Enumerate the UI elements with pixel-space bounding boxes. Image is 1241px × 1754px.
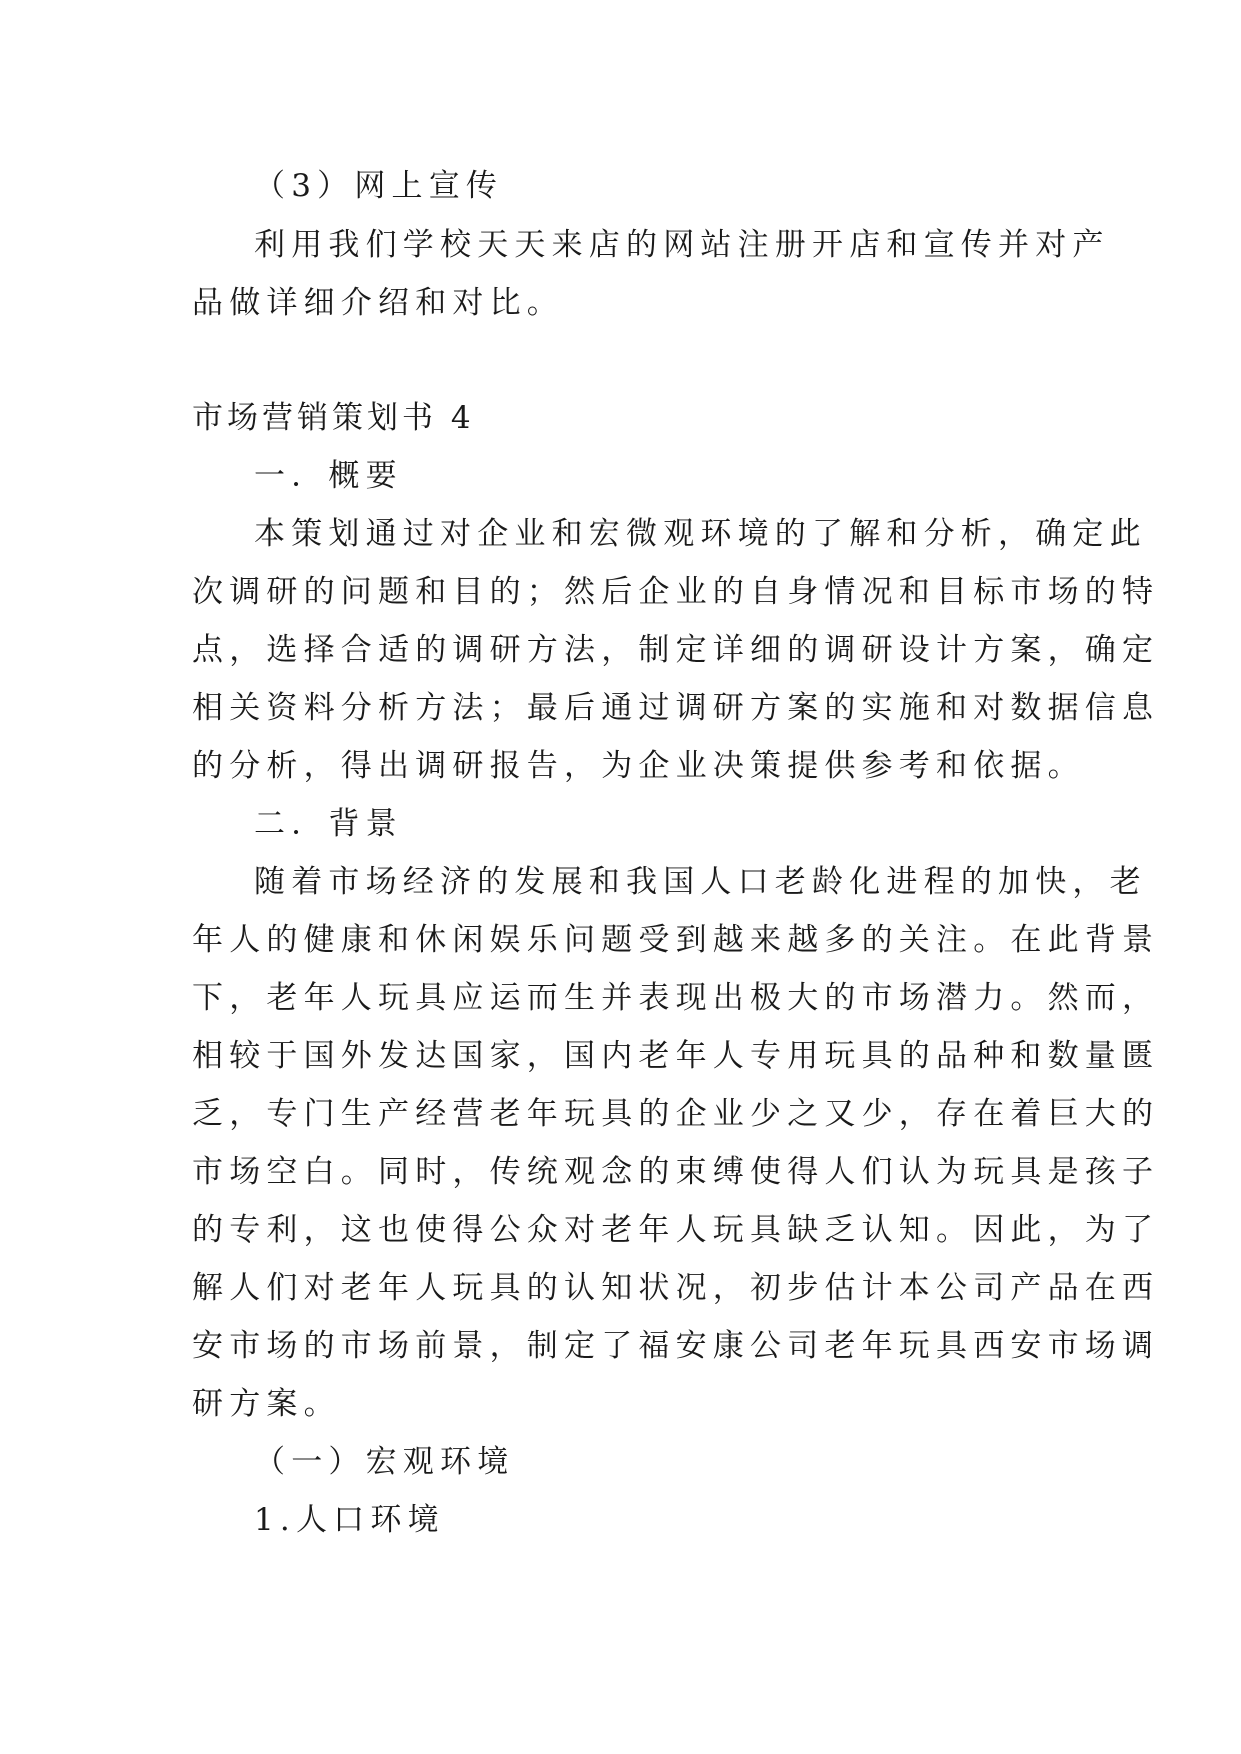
section3-paragraph-line: 利用我们学校天天来店的网站注册开店和宣传并对产 [254, 227, 1110, 263]
background-paragraph-line: 的专利，这也使得公众对老年人玩具缺乏认知。因此，为了 [192, 1212, 1160, 1248]
overview-paragraph-line: 相关资料分析方法；最后通过调研方案的实施和对数据信息 [192, 690, 1160, 726]
overview-paragraph-line: 点，选择合适的调研方法，制定详细的调研设计方案，确定 [192, 632, 1160, 668]
background-paragraph-line: 市场空白。同时，传统观念的束缚使得人们认为玩具是孩子 [192, 1154, 1160, 1190]
background-heading: 二．背景 [254, 806, 403, 842]
background-paragraph-line: 安市场的市场前景，制定了福安康公司老年玩具西安市场调 [192, 1328, 1160, 1364]
background-paragraph-line: 相较于国外发达国家，国内老年人专用玩具的品种和数量匮 [192, 1038, 1160, 1074]
overview-heading: 一．概要 [254, 458, 403, 494]
background-paragraph-line: 年人的健康和休闲娱乐问题受到越来越多的关注。在此背景 [192, 922, 1160, 958]
background-paragraph-line: 下，老年人玩具应运而生并表现出极大的市场潜力。然而， [192, 980, 1160, 1016]
section3-heading: （3）网上宣传 [254, 168, 504, 204]
macro-environment-heading: （一）宏观环境 [254, 1444, 515, 1480]
section3-paragraph-line: 品做详细介绍和对比。 [192, 285, 564, 321]
background-paragraph-line: 乏，专门生产经营老年玩具的企业少之又少，存在着巨大的 [192, 1096, 1160, 1132]
background-paragraph-line: 解人们对老年人玩具的认知状况，初步估计本公司产品在西 [192, 1270, 1160, 1306]
population-environment-heading: 1.人口环境 [254, 1502, 445, 1538]
document-title: 市场营销策划书 4 [192, 400, 475, 436]
overview-paragraph-line: 次调研的问题和目的；然后企业的自身情况和目标市场的特 [192, 574, 1160, 610]
overview-paragraph-line: 的分析，得出调研报告，为企业决策提供参考和依据。 [192, 748, 1085, 784]
overview-paragraph-line: 本策划通过对企业和宏微观环境的了解和分析，确定此 [254, 516, 1147, 552]
background-paragraph-line: 研方案。 [192, 1386, 341, 1422]
background-paragraph-line: 随着市场经济的发展和我国人口老龄化进程的加快，老 [254, 864, 1147, 900]
